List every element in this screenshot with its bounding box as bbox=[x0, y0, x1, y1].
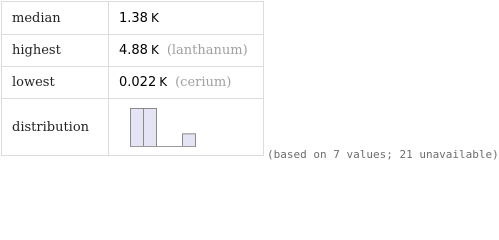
lowest-value-cell bbox=[109, 67, 264, 99]
histogram-bar bbox=[131, 109, 144, 147]
median-unit: K bbox=[150, 10, 159, 25]
median-value: 1.38 bbox=[119, 10, 148, 26]
highest-label: highest bbox=[2, 35, 109, 67]
distribution-cell bbox=[109, 99, 264, 156]
histogram-bar bbox=[144, 109, 157, 147]
lowest-element: (cerium) bbox=[175, 75, 232, 90]
highest-value: 4.88 bbox=[119, 43, 148, 58]
highest-value-cell bbox=[109, 35, 264, 67]
median-label: median bbox=[2, 2, 109, 35]
row-median bbox=[2, 2, 264, 35]
footnote: (based on 7 values; 21 unavailable) bbox=[267, 148, 499, 161]
histogram-bar bbox=[183, 134, 196, 147]
lowest-label: lowest bbox=[2, 67, 109, 99]
highest-unit: K bbox=[150, 43, 159, 57]
row-highest bbox=[2, 35, 264, 67]
median-value-cell bbox=[109, 2, 264, 35]
row-lowest bbox=[2, 67, 264, 99]
row-distribution bbox=[2, 99, 264, 156]
distribution-label: distribution bbox=[2, 99, 109, 156]
highest-element: (lanthanum) bbox=[166, 43, 248, 58]
lowest-value: 0.022 bbox=[119, 75, 157, 90]
distribution-histogram bbox=[129, 106, 199, 148]
lowest-unit: K bbox=[159, 75, 168, 89]
stats-table bbox=[1, 1, 264, 156]
